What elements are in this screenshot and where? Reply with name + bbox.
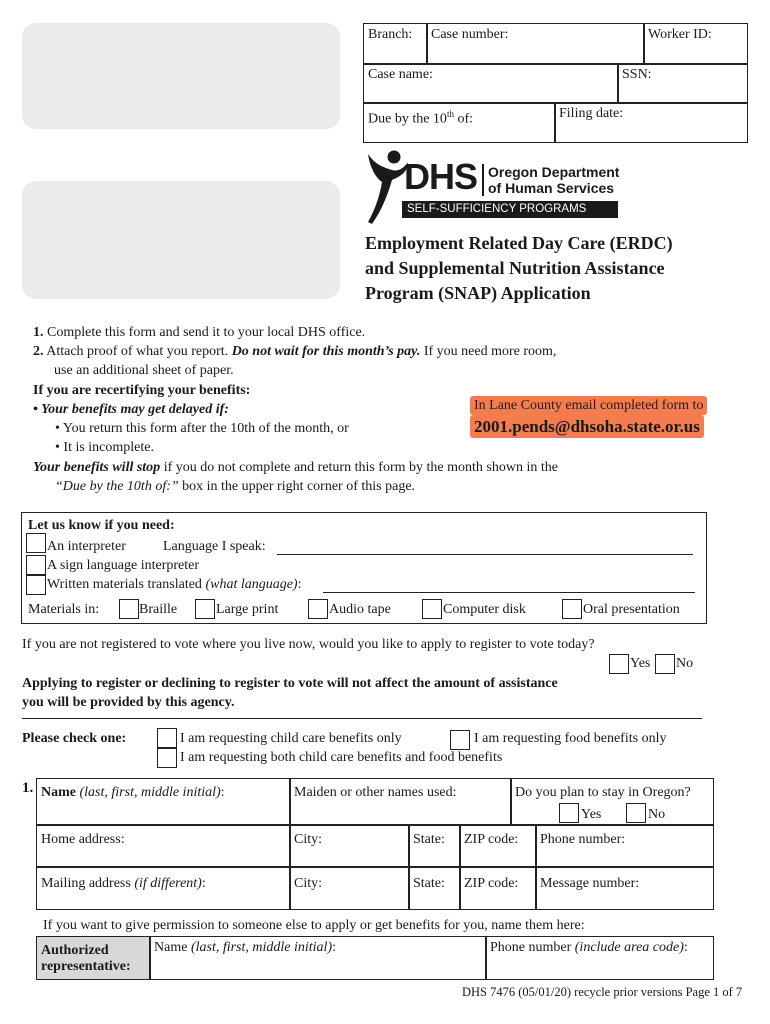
message-number-field[interactable]: Message number: [535, 866, 714, 910]
large-print-label: Large print [216, 602, 279, 617]
food-only-checkbox[interactable] [450, 730, 470, 750]
section-1-number: 1. [22, 780, 34, 796]
stop-warning-rest: if you do not complete and return this form by the month shown in the [160, 460, 558, 475]
state-field[interactable]: State: [408, 824, 461, 868]
barcode-panel-top [22, 23, 340, 129]
large-print-checkbox[interactable] [195, 599, 215, 619]
mailing-state-field[interactable]: State: [408, 866, 461, 910]
phone-number-field[interactable]: Phone number: [535, 824, 714, 868]
dhs-logo [364, 148, 624, 224]
audio-tape-label: Audio tape [329, 602, 391, 617]
item-number: 1. [33, 325, 44, 340]
instruction-2: Attach proof of what you report. [46, 344, 232, 359]
program-banner-text: SELF-SUFFICIENCY PROGRAMS [407, 203, 587, 215]
instruction-2-rest: If you need more room, [420, 344, 557, 359]
written-materials-checkbox[interactable] [26, 575, 46, 595]
program-banner [402, 201, 618, 218]
zip-code-field[interactable]: ZIP code: [459, 824, 537, 868]
branch-field[interactable]: Branch: [363, 23, 428, 65]
home-address-field[interactable]: Home address: [36, 824, 291, 868]
accommodation-heading: Let us know if you need: [28, 518, 175, 533]
authorized-rep-intro: If you want to give permission to someone else to apply or get benefits for you, name them here: [43, 918, 585, 933]
instruction-2-emphasis: Do not wait for this month’s pay. [231, 344, 421, 359]
sign-language-label: A sign language interpreter [47, 558, 200, 573]
oral-presentation-checkbox[interactable] [562, 599, 582, 619]
stay-oregon-field: Do you plan to stay in Oregon? [510, 778, 714, 826]
sign-language-checkbox[interactable] [26, 555, 46, 575]
logo-divider [482, 164, 484, 196]
stay-oregon-yes-checkbox[interactable] [559, 803, 579, 823]
child-care-only-checkbox[interactable] [157, 728, 177, 748]
voter-yes-label: Yes [630, 656, 651, 671]
audio-tape-checkbox[interactable] [308, 599, 328, 619]
form-title [365, 231, 745, 306]
both-benefits-label: I am requesting both child care benefits and food benefits [180, 750, 503, 765]
form-footer: DHS 7476 (05/01/20) recycle prior versions Page 1 of 7 [462, 985, 743, 999]
recert-heading: If you are recertifying your benefits: [33, 383, 251, 398]
agency-name-line1: Oregon Department [488, 164, 620, 180]
oral-presentation-label: Oral presentation [583, 602, 680, 617]
authorized-rep-phone-field[interactable]: Phone number (include area code): [485, 936, 714, 980]
case-number-field[interactable]: Case number: [426, 23, 645, 65]
dhs-wordmark: DHS [404, 156, 478, 197]
item-number: 2. [33, 344, 44, 359]
city-field[interactable]: City: [289, 824, 410, 868]
interpreter-label: An interpreter [47, 539, 126, 554]
language-input[interactable] [277, 554, 693, 555]
title-line-1: Employment Related Day Care (ERDC) [365, 233, 673, 253]
written-language-input[interactable] [323, 592, 695, 593]
delay-warning: • Your benefits may get delayed if: [33, 402, 229, 417]
voter-question: If you are not registered to vote where you live now, would you like to apply to register to vote today? [22, 637, 595, 652]
check-one-label: Please check one: [22, 731, 127, 746]
due-by-quote: “Due by the 10th of:” [55, 479, 179, 494]
due-by-field[interactable]: Due by the 10th of: [363, 102, 556, 143]
title-line-3: Program (SNAP) Application [365, 283, 591, 303]
mailing-zip-field[interactable]: ZIP code: [459, 866, 537, 910]
lane-county-note: In Lane County email completed form to [470, 396, 707, 415]
materials-label: Materials in: [28, 602, 100, 617]
filing-date-field[interactable]: Filing date: [554, 102, 748, 143]
computer-disk-label: Computer disk [443, 602, 526, 617]
title-line-2: and Supplemental Nutrition Assistance [365, 258, 665, 278]
stop-warning: Your benefits will stop [33, 460, 161, 475]
food-only-label: I am requesting food benefits only [474, 731, 667, 746]
stay-oregon-no-checkbox[interactable] [626, 803, 646, 823]
braille-checkbox[interactable] [119, 599, 139, 619]
barcode-panel-middle [22, 181, 340, 299]
worker-id-field[interactable]: Worker ID: [643, 23, 748, 65]
language-label: Language I speak: [163, 539, 266, 554]
authorized-rep-name-field[interactable]: Name (last, first, middle initial): [149, 936, 487, 980]
voter-no-checkbox[interactable] [655, 654, 675, 674]
computer-disk-checkbox[interactable] [422, 599, 442, 619]
voter-notice: Applying to register or declining to register to vote will not affect the amount of assistance you will be provided by this agency. [22, 676, 558, 710]
authorized-rep-label: Authorized representative: [36, 936, 151, 980]
case-name-field[interactable]: Case name: [363, 63, 619, 104]
lane-county-email[interactable]: 2001.pends@dhsoha.state.or.us [470, 415, 704, 438]
instruction-2-continued: use an additional sheet of paper. [54, 363, 234, 378]
interpreter-checkbox[interactable] [26, 533, 46, 553]
delay-bullet-1: • You return this form after the 10th of the month, or [55, 421, 349, 436]
braille-label: Braille [139, 602, 178, 617]
instruction-1: Complete this form and send it to your local DHS office. [47, 325, 366, 340]
name-field[interactable]: Name (last, first, middle initial): [36, 778, 291, 826]
agency-name-line2: of Human Services [488, 180, 615, 196]
stop-warning-end: box in the upper right corner of this page. [178, 479, 416, 494]
voter-yes-checkbox[interactable] [609, 654, 629, 674]
maiden-name-field[interactable]: Maiden or other names used: [289, 778, 512, 826]
written-materials-label: Written materials translated (what language): [47, 577, 302, 592]
mailing-address-field[interactable]: Mailing address (if different): [36, 866, 291, 910]
stay-oregon-no-label: No [648, 807, 666, 822]
delay-bullet-2: • It is incomplete. [55, 440, 154, 455]
section-divider [22, 718, 702, 719]
child-care-only-label: I am requesting child care benefits only [180, 731, 402, 746]
ssn-field[interactable]: SSN: [617, 63, 748, 104]
stay-oregon-yes-label: Yes [581, 807, 602, 822]
voter-no-label: No [676, 656, 694, 671]
mailing-city-field[interactable]: City: [289, 866, 410, 910]
both-benefits-checkbox[interactable] [157, 748, 177, 768]
